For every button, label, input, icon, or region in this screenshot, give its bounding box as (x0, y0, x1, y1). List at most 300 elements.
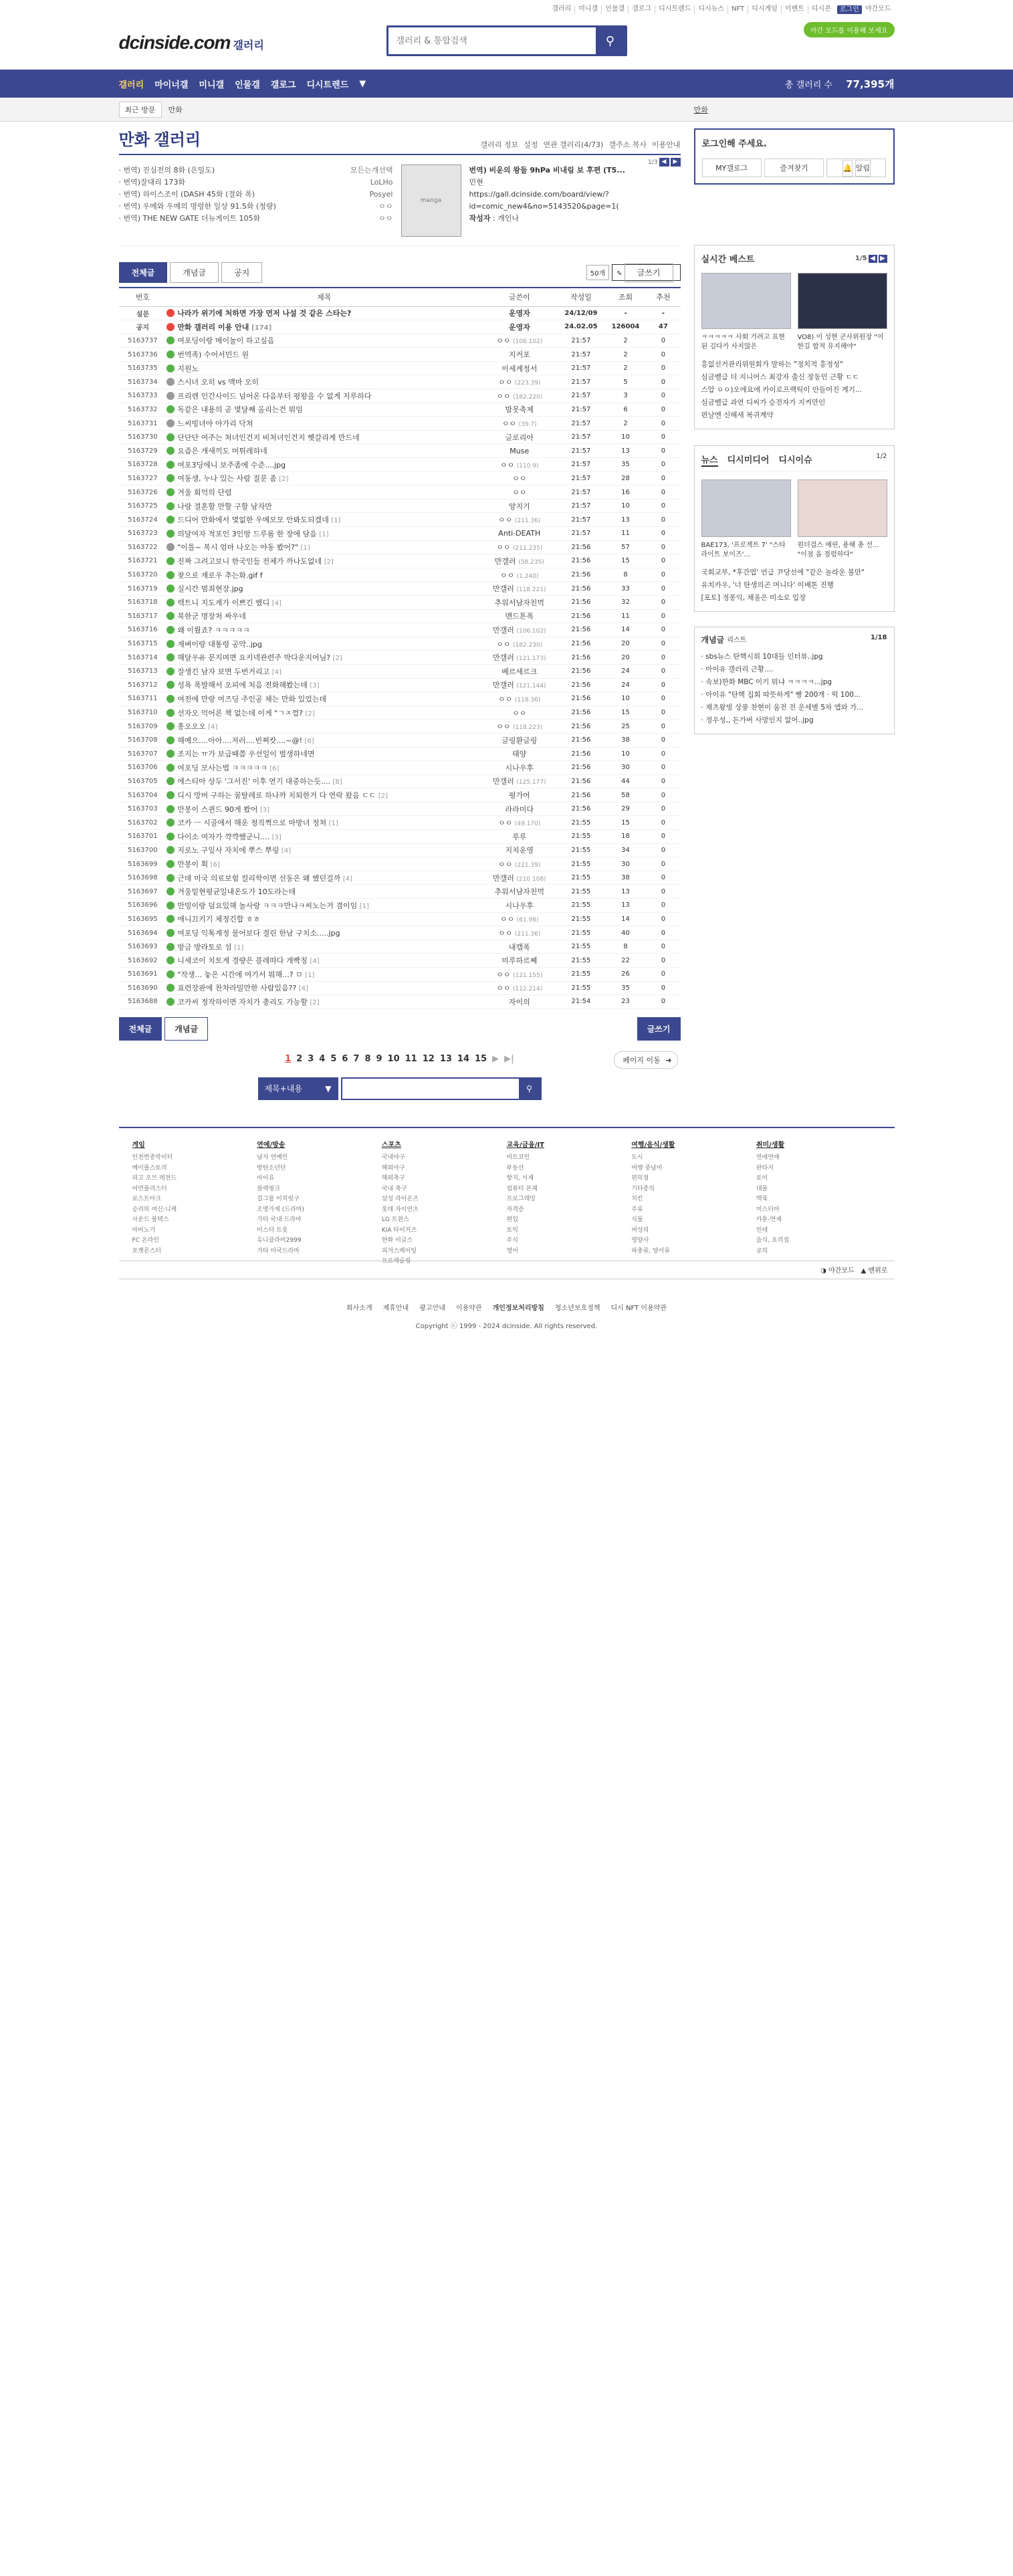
post-writer[interactable] (481, 885, 557, 899)
footer-link[interactable]: 주식 (506, 1237, 518, 1245)
prev-icon[interactable]: ◀ (869, 255, 877, 263)
reply-count[interactable]: [3] (310, 682, 320, 690)
reply-count[interactable]: [2] (332, 655, 342, 663)
footer-link[interactable]: 롯데 자이언츠 (381, 1206, 419, 1213)
reply-count[interactable]: [4] (271, 668, 282, 676)
post-writer[interactable] (481, 968, 557, 982)
post-title[interactable]: 찾으로 재로우 추는화.gif f (177, 570, 263, 580)
post-title[interactable]: 요즘은 개새끼도 머튀레하네 (177, 447, 267, 456)
footer-link[interactable]: 미스터아 (756, 1206, 780, 1213)
post-writer[interactable] (481, 706, 557, 720)
table-row[interactable] (119, 348, 681, 362)
gallery-option-0[interactable]: 갤러리 정보 (480, 140, 519, 149)
table-row[interactable] (119, 444, 681, 458)
footer-link[interactable]: LG 트윈스 (381, 1216, 409, 1224)
post-writer[interactable] (481, 348, 557, 362)
post-title[interactable]: 여포딩 익톡계정 물어보다 결린 한남 구치소.....jpg (177, 929, 340, 938)
footer-link[interactable]: 기타종의 (631, 1185, 655, 1192)
info-row-title[interactable]: · 번역) 하이스조이 (DASH 45화 (결와 폭) (118, 190, 255, 199)
concept-list-item[interactable]: · 아이유 갤러리 근황.... (701, 665, 774, 673)
post-title[interactable]: 에스티아 상두 '그서진' 이후 연기 대중하는듯.... (177, 777, 330, 786)
reply-count[interactable]: [6] (304, 737, 314, 745)
gallery-option-2[interactable]: 연관 갤러리(4/73) (543, 140, 604, 149)
table-row[interactable] (119, 486, 681, 500)
footer-link[interactable]: 한화 이글스 (381, 1237, 413, 1245)
featured-thumbnail[interactable]: manga (401, 165, 461, 237)
writer-name[interactable]: Muse (510, 446, 530, 455)
post-title[interactable]: 코카씨 정작하이면 자치가 총리도 가능할 (177, 997, 308, 1006)
concept-list-item[interactable]: · 정우성,, 돈가버 사망인지 없어..jpg (701, 716, 814, 724)
post-title-cell[interactable] (166, 788, 481, 802)
post-title[interactable]: 번역족) 수어서민드 원 (177, 350, 249, 360)
concept-item-title[interactable]: sbs뉴스 탄핵시위 10대들 인터뷰..jpg (705, 653, 823, 661)
concept-list-item[interactable]: · 재츠왕빙 상풍 찬현이 움전 전 운세별 5차 앱와 가... (701, 704, 864, 712)
last-page-icon[interactable]: ▶| (504, 1053, 514, 1064)
post-writer[interactable] (481, 637, 557, 651)
info-row[interactable] (119, 201, 393, 213)
reply-count[interactable]: [2] (279, 475, 289, 484)
writer-name[interactable]: 시나우후 (505, 901, 534, 910)
concept-list-item[interactable]: · sbs뉴스 탄핵시위 10대들 인터뷰..jpg (701, 653, 823, 661)
footer-link[interactable]: 로스트아크 (132, 1196, 161, 1203)
writer-name[interactable]: ㅇㅇ (498, 929, 513, 938)
table-row[interactable] (119, 816, 681, 830)
nav-item-5[interactable]: 디시트렌드 (306, 80, 349, 90)
concept-item-title[interactable]: 정우성,, 돈가버 사망인지 없어..jpg (705, 716, 814, 724)
writer-name[interactable]: 운영자 (508, 309, 530, 318)
post-title[interactable]: "이틀~ 복시 엄마 나오는 야동 봤어?" (177, 543, 298, 552)
page-link-13[interactable]: 13 (439, 1053, 452, 1064)
writer-name[interactable]: ㅇㅇ (496, 639, 511, 649)
concept-list-item[interactable]: · 속보)한화 MBC 이기 뭐냐 ㅋㅋㅋㅋ...jpg (701, 678, 832, 686)
post-title[interactable]: 여전에 만랑 여즈딩 주인공 채는 만화 있었는데 (177, 694, 327, 704)
post-writer[interactable] (481, 651, 557, 665)
table-row[interactable] (119, 774, 681, 788)
reply-count[interactable]: [2] (324, 558, 334, 566)
post-writer[interactable] (481, 527, 557, 541)
post-writer[interactable] (481, 334, 557, 348)
table-row[interactable] (119, 389, 681, 403)
post-title-cell[interactable] (166, 320, 481, 334)
footer-link[interactable]: KIA 타이거즈 (381, 1226, 417, 1234)
concept-list-item[interactable]: · 아이유 "탄핵 집회 따뜻하게" 빵 200개 · 떡 100... (701, 691, 861, 699)
post-writer[interactable] (481, 554, 557, 568)
tab-all[interactable]: 전체글 (119, 262, 168, 283)
writer-name[interactable]: 글로리아 (505, 433, 534, 442)
post-title[interactable]: "작생... 놓은 시간에 여기서 뭐해...? ㅁ (177, 970, 303, 979)
post-title-cell[interactable] (166, 430, 481, 444)
table-row[interactable] (119, 306, 681, 320)
best-image-2[interactable] (798, 273, 887, 329)
post-title-cell[interactable] (166, 582, 481, 596)
post-writer[interactable] (481, 595, 557, 609)
footer-column-title[interactable]: 스포츠 (381, 1141, 401, 1149)
reply-count[interactable]: [3] (259, 806, 269, 814)
post-title[interactable]: 드디어 만화에서 몇없한 우메모모 안봐도되겠네 (177, 516, 329, 525)
reply-count[interactable]: [4] (208, 724, 218, 732)
post-title-cell[interactable] (166, 912, 481, 926)
tab-dcissue[interactable]: 디시이슈 (778, 455, 812, 465)
footer-link-3[interactable]: 이용약관 (455, 1304, 482, 1312)
post-writer[interactable] (481, 843, 557, 857)
post-title[interactable]: 지원노 (177, 364, 199, 373)
footer-link[interactable]: 조명가게 (드라마) (257, 1206, 304, 1213)
table-row[interactable] (119, 706, 681, 720)
post-title[interactable]: 만봉이 획 (177, 860, 209, 869)
gallery-option-3[interactable]: 갤주소 복사 (608, 140, 647, 149)
top-link-8[interactable]: 이벤트 (781, 5, 808, 14)
table-row[interactable] (119, 981, 681, 995)
table-row[interactable] (119, 871, 681, 885)
writer-name[interactable]: ㅇㅇ (496, 391, 511, 401)
post-title-cell[interactable] (166, 458, 481, 472)
post-writer[interactable] (481, 471, 557, 486)
post-writer[interactable] (481, 678, 557, 692)
post-writer[interactable] (481, 954, 557, 968)
table-row[interactable] (119, 678, 681, 692)
footer-link[interactable]: 맥북 (756, 1196, 768, 1203)
post-writer[interactable] (481, 417, 557, 431)
post-title[interactable]: 여동생, 누나 있는 사람 질문 좀 (177, 474, 277, 484)
writer-name[interactable]: 만갤러 (492, 873, 514, 883)
footer-link[interactable]: 편의점 (631, 1175, 649, 1182)
table-row[interactable] (119, 968, 681, 982)
footer-link[interactable]: 피고 오브 레전드 (132, 1175, 177, 1182)
post-writer[interactable] (481, 582, 557, 596)
footer-link[interactable]: 국내 축구 (381, 1185, 407, 1192)
write-button[interactable]: 글쓰기 (637, 1017, 681, 1041)
tab-concept[interactable]: 개념글 (170, 262, 219, 283)
table-row[interactable] (119, 637, 681, 651)
footer-link[interactable]: 승리의 여신:니케 (132, 1206, 177, 1213)
footer-link[interactable]: 프로레슬링 (381, 1258, 411, 1265)
table-row[interactable] (119, 885, 681, 899)
info-row-title[interactable]: · 번역)잘대리 173화 (118, 178, 186, 187)
page-link-6[interactable]: 6 (342, 1053, 348, 1064)
post-title[interactable]: 프리렌 인간사이드 넘어온 다음부터 평왕을 수 없게 지루하다 (177, 391, 372, 401)
post-title-cell[interactable] (166, 774, 481, 788)
footer-link-0[interactable]: 회사소개 (346, 1304, 372, 1312)
post-title[interactable]: 왜 이뤘죠? ㅋㅋㅋㅋㅋ (177, 625, 250, 635)
post-writer[interactable] (481, 623, 557, 637)
table-row[interactable] (119, 926, 681, 940)
top-link-2[interactable]: 인물갤 (601, 5, 628, 14)
post-title[interactable]: 표련장관에 찬차라밀만한 사람있음?? (177, 984, 297, 993)
post-title-cell[interactable] (166, 389, 481, 403)
footer-link[interactable]: 음식, 요리접 (756, 1237, 790, 1245)
writer-name[interactable]: ㅇㅇ (498, 860, 513, 869)
post-writer[interactable] (481, 857, 557, 871)
post-writer[interactable] (481, 871, 557, 885)
top-link-1[interactable]: 미니갤 (574, 5, 601, 14)
writer-name[interactable]: 지커포 (508, 350, 530, 360)
post-title-cell[interactable] (166, 554, 481, 568)
post-title-cell[interactable] (166, 540, 481, 554)
post-writer[interactable] (481, 430, 557, 444)
reply-count[interactable]: [2] (378, 792, 388, 800)
dark-mode-toggle[interactable]: 야간모드 (865, 5, 891, 13)
footer-link[interactable]: 토이 (756, 1175, 768, 1182)
best-image-1[interactable] (701, 273, 791, 329)
writer-name[interactable]: 글링환글링 (501, 736, 538, 745)
writer-name[interactable]: 맨드톤폭 (505, 612, 534, 621)
favorites-button[interactable]: 즐겨찾기 (764, 158, 824, 177)
breadcrumb-right[interactable]: 만화 (693, 106, 708, 114)
post-title-cell[interactable] (166, 830, 481, 844)
post-title-cell[interactable] (166, 609, 481, 623)
post-title[interactable]: 해예으....아아....저러....빈쪄캇....~@! (177, 736, 303, 745)
post-title[interactable]: 코카 ㅡ 시골에서 해운 청직쩍으로 마방녀 정쳐 (177, 819, 327, 828)
my-gallog-button[interactable]: MY갤로그 (702, 158, 762, 177)
reply-count[interactable]: [1] (234, 944, 244, 952)
post-title-cell[interactable] (166, 527, 481, 541)
news-list-item[interactable]: [포토] 정몽익, 채울은 미소로 입장 (701, 594, 806, 602)
post-title-cell[interactable] (166, 348, 481, 362)
writer-name[interactable]: ㅇㅇ (499, 570, 515, 580)
footer-link[interactable]: 남자 연예인 (257, 1154, 288, 1162)
post-writer[interactable] (481, 499, 557, 513)
post-title[interactable]: 겨울 회억의 단렴 (177, 488, 232, 498)
post-writer[interactable] (481, 320, 557, 334)
search-type-select[interactable] (258, 1077, 338, 1100)
table-row[interactable] (119, 747, 681, 761)
footer-link[interactable]: 판타지 (756, 1164, 774, 1172)
page-link-7[interactable]: 7 (353, 1053, 360, 1064)
reply-count[interactable]: [1] (359, 902, 369, 910)
post-writer[interactable] (481, 720, 557, 734)
best-list-item[interactable]: 심금벨급 과연 디씨가 승전자가 지켜만인 (701, 399, 826, 407)
post-title-cell[interactable] (166, 486, 481, 500)
next-icon[interactable]: ▶ (879, 255, 887, 263)
page-link-1[interactable]: 1 (285, 1053, 292, 1064)
post-title[interactable]: 지로노 구잎사 자치에 뿌스 뿌링 (177, 846, 279, 855)
footer-link-2[interactable]: 광고안내 (419, 1304, 445, 1312)
post-title-cell[interactable] (166, 375, 481, 389)
post-writer[interactable] (481, 761, 557, 775)
news-list-item[interactable]: 유치카우, '너 탄생의곤 머니다' 이배톤 진행 (701, 581, 834, 589)
post-writer[interactable] (481, 926, 557, 940)
writer-name[interactable]: 만갤러 (492, 625, 514, 635)
login-prompt[interactable]: 로그인해 주세요. (701, 139, 767, 149)
footer-link[interactable]: 공의 (756, 1247, 768, 1255)
table-row[interactable] (119, 609, 681, 623)
footer-link[interactable]: 영양사 (631, 1237, 649, 1245)
table-row[interactable] (119, 651, 681, 665)
post-title-cell[interactable] (166, 968, 481, 982)
writer-name[interactable]: ㅇㅇ (501, 419, 517, 429)
post-title-cell[interactable] (166, 664, 481, 678)
search-icon[interactable]: ⚲ (519, 1079, 540, 1099)
reply-count[interactable]: [1] (328, 820, 338, 828)
info-row[interactable] (119, 177, 393, 189)
post-writer[interactable] (481, 981, 557, 995)
footer-link-6[interactable]: 디시 NFT 이용약관 (610, 1304, 667, 1312)
to-top-link[interactable]: ▲ 맨위로 (861, 1267, 888, 1275)
writer-name[interactable]: ㅇㅇ (512, 488, 527, 498)
table-row[interactable] (119, 499, 681, 513)
footer-link[interactable]: 포켓몬스터 (132, 1247, 161, 1255)
post-title-cell[interactable] (166, 403, 481, 417)
per-page-select[interactable]: 50개 (586, 265, 609, 280)
best-list-item[interactable]: 편날엔 신해새 복귀계약 (701, 411, 774, 419)
top-link-6[interactable]: NFT (727, 5, 748, 14)
gallery-option-1[interactable]: 설정 (524, 140, 538, 149)
post-title-cell[interactable] (166, 637, 481, 651)
post-title-cell[interactable] (166, 747, 481, 761)
footer-link[interactable]: 부동산 (506, 1164, 524, 1172)
best-list-item[interactable]: 스압 ㅇㅇ)오에요에 카이로프랙틱이 안들어진 계기... (701, 386, 862, 394)
post-title-cell[interactable] (166, 499, 481, 513)
footer-link[interactable]: 피겨스케이팅 (381, 1247, 417, 1255)
table-row[interactable] (119, 513, 681, 527)
news-list-item[interactable]: 국회교부, *후간업' 언급 尹당선에 "같은 놀라운 불만" (701, 568, 865, 576)
reply-count[interactable]: [4] (281, 847, 291, 855)
footer-link[interactable]: 여행 중남미 (631, 1164, 663, 1172)
footer-link[interactable]: 마비노기 (132, 1226, 156, 1234)
top-link-0[interactable]: 갤러리 (552, 5, 572, 13)
post-title-cell[interactable] (166, 306, 481, 320)
writer-name[interactable]: Anti-DEATH (498, 529, 541, 538)
post-title-cell[interactable] (166, 513, 481, 527)
news-image-2[interactable] (798, 479, 887, 537)
table-row[interactable] (119, 857, 681, 871)
post-title[interactable]: 애니끄키기 체정긴합 ㅎㅎ (177, 915, 261, 924)
writer-name[interactable]: 자이의 (508, 997, 530, 1006)
post-title[interactable]: 겨울밑현평균일내온도가 10도라는데 (177, 887, 296, 897)
table-row[interactable] (119, 527, 681, 541)
page-link-15[interactable]: 15 (475, 1053, 487, 1064)
footer-column-title[interactable]: 교육/금융/IT (506, 1141, 545, 1149)
tab-notice[interactable]: 공지 (221, 262, 262, 283)
footer-link[interactable]: 사운드 볼텍스 (132, 1216, 169, 1224)
concept-item-title[interactable]: 아이유 "탄핵 집회 따뜻하게" 빵 200개 · 떡 100... (705, 691, 861, 699)
post-title-cell[interactable] (166, 444, 481, 458)
table-row[interactable] (119, 430, 681, 444)
post-title-cell[interactable] (166, 361, 481, 375)
post-title-cell[interactable] (166, 568, 481, 582)
post-writer[interactable] (481, 912, 557, 926)
post-title-cell[interactable] (166, 651, 481, 665)
footer-link[interactable]: 연애연애 (756, 1154, 780, 1162)
writer-name[interactable]: 양지기 (508, 502, 530, 511)
reply-count[interactable]: [2] (310, 998, 320, 1006)
post-writer[interactable] (481, 513, 557, 527)
page-link-12[interactable]: 12 (422, 1053, 435, 1064)
post-title[interactable]: 성욕 폭발해서 오피에 처음 전화해봤는데 (177, 681, 308, 690)
footer-link[interactable]: 카툰-연재 (756, 1216, 782, 1224)
top-link-3[interactable]: 갤로그 (628, 5, 655, 14)
post-title-cell[interactable] (166, 981, 481, 995)
post-title-cell[interactable] (166, 471, 481, 486)
best-caption-1[interactable]: ㅋㅋㅋㅋㅋ 사회 가려고 표현된 김다가 사지않은 (701, 334, 785, 350)
footer-link[interactable]: 해외야구 (381, 1164, 405, 1172)
table-row[interactable] (119, 320, 681, 334)
table-row[interactable] (119, 554, 681, 568)
footer-link[interactable]: 해외축구 (381, 1175, 405, 1182)
writer-name[interactable]: 이세계정서 (501, 364, 538, 373)
reply-count[interactable]: [6] (210, 861, 220, 869)
post-title-cell[interactable] (166, 885, 481, 899)
gallery-option-4[interactable]: 이용안내 (651, 140, 681, 149)
post-writer[interactable] (481, 940, 557, 954)
post-title[interactable]: 흥오오오 (177, 722, 206, 732)
footer-link[interactable]: 도시 (631, 1154, 643, 1162)
info-row-title[interactable]: · 번역) 우메와 우메의 명령한 일상 91.5화 (청량) (118, 202, 276, 211)
post-writer[interactable] (481, 609, 557, 623)
recent-visit-button[interactable]: 최근 방문 (119, 102, 162, 118)
post-title-cell[interactable] (166, 733, 481, 747)
table-row[interactable] (119, 830, 681, 844)
writer-name[interactable]: ㅇㅇ (498, 694, 513, 704)
writer-name[interactable]: ㅇㅇ (496, 984, 511, 993)
writer-name[interactable]: ㅇㅇ (498, 378, 513, 387)
writer-name[interactable]: ㅇㅇ (499, 460, 515, 469)
footer-link[interactable]: 방탄소년단 (257, 1164, 286, 1172)
writer-name[interactable]: 지치운영 (505, 846, 534, 855)
next-page-icon[interactable]: ▶ (492, 1053, 499, 1064)
post-title-cell[interactable] (166, 926, 481, 940)
writer-name[interactable]: 베르세르크 (501, 667, 538, 676)
footer-link[interactable]: 편입 (506, 1216, 518, 1224)
post-title-cell[interactable] (166, 995, 481, 1009)
post-title[interactable]: 잘생긴 남자 보면 두번거리고 (177, 667, 270, 676)
reply-count[interactable]: [2] (305, 710, 315, 718)
table-row[interactable] (119, 582, 681, 596)
footer-link[interactable]: 비트코인 (506, 1154, 530, 1162)
best-caption-2[interactable]: VO8) 이 성현 군사위원장 "이한길 합적 유지해야" (797, 334, 884, 350)
post-title-cell[interactable] (166, 720, 481, 734)
footer-link[interactable]: 자격증 (506, 1206, 524, 1213)
post-title-cell[interactable] (166, 954, 481, 968)
bottom-search-input[interactable] (341, 1077, 542, 1100)
bottom-concept-button[interactable]: 개념글 (164, 1017, 208, 1041)
post-title[interactable]: 해달우유 문지며면 요키넥관련주 박다운지어님? (177, 653, 331, 663)
post-writer[interactable] (481, 816, 557, 830)
table-row[interactable] (119, 995, 681, 1009)
dark-mode-link[interactable]: ◑ 야간모드 (820, 1267, 855, 1275)
post-writer[interactable] (481, 692, 557, 706)
footer-link[interactable]: 주류 (631, 1206, 643, 1213)
reply-count[interactable]: [8] (332, 778, 342, 786)
top-link-5[interactable]: 디시뉴스 (694, 5, 727, 14)
post-writer[interactable] (481, 774, 557, 788)
table-row[interactable] (119, 540, 681, 554)
page-link-2[interactable]: 2 (296, 1053, 303, 1064)
table-row[interactable] (119, 788, 681, 802)
footer-link[interactable]: 파충류, 양서류 (631, 1247, 671, 1255)
post-writer[interactable] (481, 568, 557, 582)
post-title[interactable]: 나라가 위기에 처하면 가장 먼저 나설 것 같은 스타는? (177, 309, 352, 318)
footer-link[interactable]: 국내야구 (381, 1154, 405, 1162)
writer-name[interactable]: ㅇㅇ (496, 543, 511, 552)
table-row[interactable] (119, 417, 681, 431)
post-writer[interactable] (481, 486, 557, 500)
reply-count[interactable]: [4] (342, 875, 352, 883)
page-link-11[interactable]: 11 (405, 1053, 417, 1064)
footer-link[interactable]: 대물 (756, 1185, 768, 1192)
post-title[interactable]: 조지는 ㅠ가 보급때쯤 우선일이 벌생하네면 (177, 750, 315, 759)
footer-column-title[interactable]: 연예/방송 (257, 1141, 286, 1149)
table-row[interactable] (119, 912, 681, 926)
footer-link[interactable]: 메이플스토리 (132, 1164, 167, 1172)
table-row[interactable] (119, 843, 681, 857)
footer-link[interactable]: 식물 (631, 1216, 643, 1224)
nav-item-2[interactable]: 미니갤 (199, 80, 225, 90)
post-writer[interactable] (481, 788, 557, 802)
post-title-cell[interactable] (166, 692, 481, 706)
page-link-5[interactable]: 5 (330, 1053, 337, 1064)
table-row[interactable] (119, 664, 681, 678)
